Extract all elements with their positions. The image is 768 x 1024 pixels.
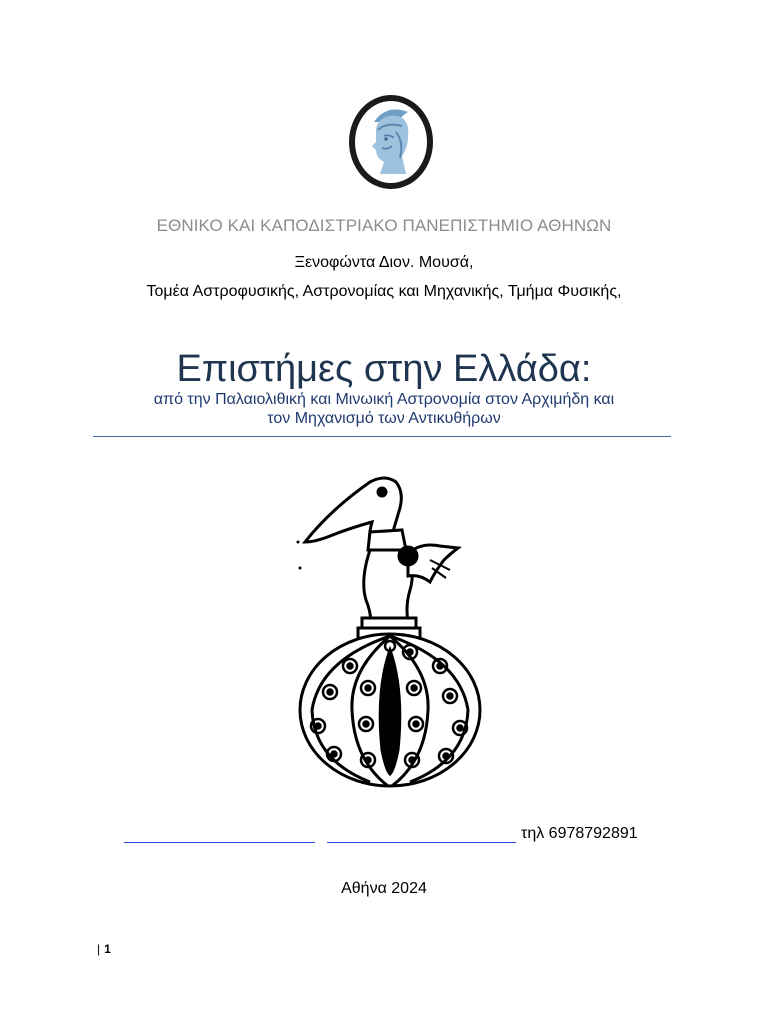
link-underline-1[interactable]	[124, 842, 315, 843]
document-subtitle	[0, 390, 768, 428]
university-name: ΕΘΝΙΚΟ ΚΑΙ ΚΑΠΟΔΙΣΤΡΙΑΚΟ ΠΑΝΕΠΙΣΤΗΜΙΟ ΑΘΗΝΩΝ	[156, 216, 612, 235]
subtitle-line-2: τον Μηχανισμό των Αντικυθήρων	[267, 410, 501, 427]
page-number-value: 1	[104, 942, 111, 956]
university-seal-icon	[346, 92, 436, 192]
title-divider	[93, 436, 671, 437]
subtitle-line-1: από την Παλαιολιθική και Μινωική Αστρονομία στον Αρχιμήδη και	[153, 391, 615, 408]
page-number-separator: |	[97, 942, 101, 956]
place-date: Αθήνα 2024	[341, 880, 427, 897]
link-underline-2[interactable]	[327, 842, 516, 843]
author-name: Ξενοφώντα Διον. Μουσά,	[294, 254, 474, 271]
bird-vessel-illustration	[290, 470, 490, 800]
phone-number: τηλ 6978792891	[521, 825, 638, 842]
page-number	[97, 942, 111, 956]
department-name: Τομέα Αστροφυσικής, Αστρονομίας και Μηχανικής, Τμήμα Φυσικής,	[146, 283, 622, 300]
document-title: Επιστήμες στην Ελλάδα:	[176, 348, 592, 390]
